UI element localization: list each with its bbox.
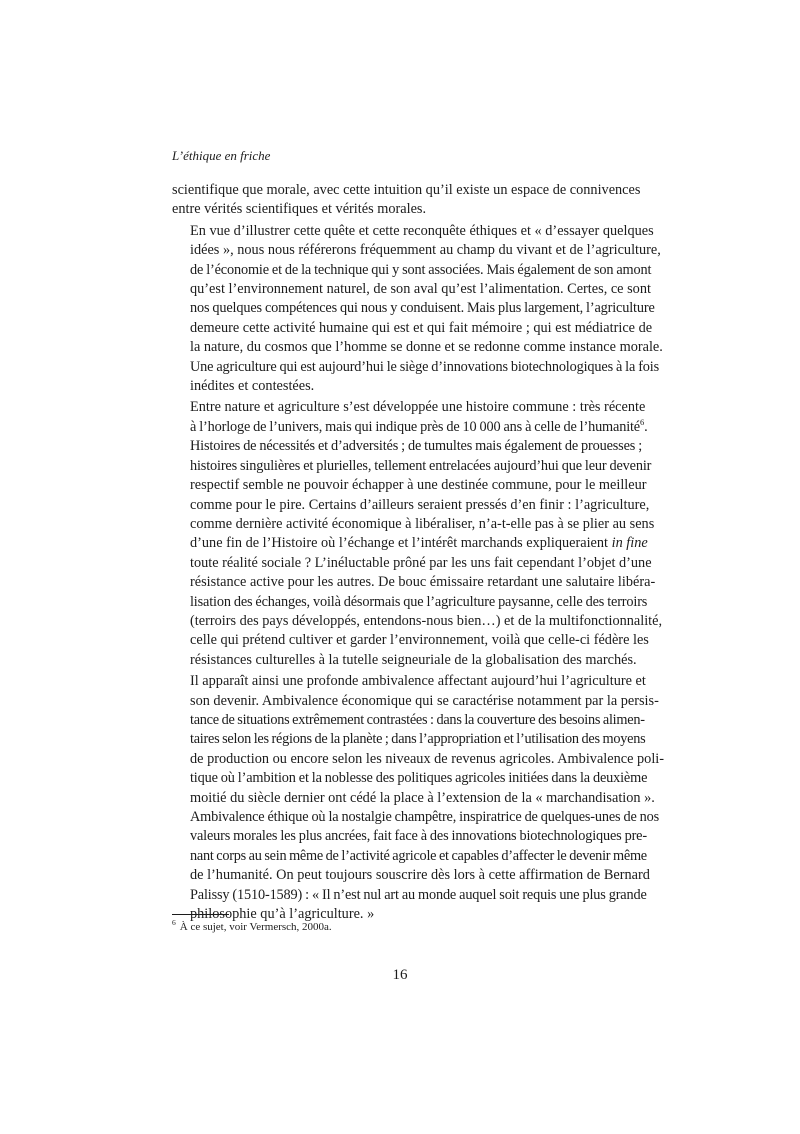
text-line: valeurs morales les plus ancrées, fait face à des innovations biotechnologiques pre- [190, 828, 647, 845]
text-line: Il apparaît ainsi une profonde ambivalence affectant aujourd’hui l’agriculture et [190, 673, 646, 690]
text-line: moitié du siècle dernier ont cédé la place à l’extension de la « marchandisation ». [190, 789, 655, 806]
footnote-reference[interactable]: 6 [640, 417, 645, 428]
paragraph-1 [172, 181, 641, 220]
text-line: tique où l’ambition et la noblesse des politiques agricoles initiées dans la deuxième [190, 770, 648, 787]
text-line: tance de situations extrêmement contrastées : dans la couverture des besoins alimen- [190, 711, 645, 728]
text-line: résistance active pour les autres. De bouc émissaire retardant une salutaire libéra- [190, 574, 656, 591]
text-line: nos quelques compétences qui nous y conduisent. Mais plus largement, l’agriculture [190, 300, 655, 317]
text-line: qu’est l’environnement naturel, de son aval qu’est l’alimentation. Certes, ce sont [190, 281, 651, 298]
text-run: d’une fin de l’Histoire où l’échange et l’intérêt marchands expliqueraient [190, 535, 609, 552]
page-number: 16 [392, 967, 408, 983]
text-line: lisation des échanges, voilà désormais que l’agriculture paysanne, celle des terroirs [190, 593, 648, 610]
text-line: taires selon les régions de la planète ; dans l’appropriation et l’utilisation des moyens [190, 731, 646, 748]
text-line: inédites et contestées. [190, 378, 315, 395]
text-line: scientifique que morale, avec cette intuition qu’il existe un espace de connivences [172, 182, 641, 198]
text-line: En vue d’illustrer cette quête et cette reconquête éthiques et « d’essayer quelques [190, 222, 654, 239]
text-line: histoires singulières et plurielles, tellement entrelacées aujourd’hui que leur devenir [190, 457, 652, 474]
text-line: celle qui prétend cultiver et garder l’environnement, voilà que celle-ci fédère les [190, 632, 649, 649]
paragraph-3 [172, 398, 663, 670]
text-line: de l’économie et de la technique qui y sont associées. Mais également de son amont [190, 261, 652, 278]
text-line: Entre nature et agriculture s’est développée une histoire commune : très récente [190, 399, 646, 416]
text-line [172, 534, 648, 553]
text-line: de l’humanité. On peut toujours souscrire dès lors à cette affirmation de Bernard [190, 867, 650, 884]
text-line: entre vérités scientifiques et vérités morales. [172, 201, 427, 218]
text-line: idées », nous nous référerons fréquemment au champ du vivant et de l’agriculture, [190, 242, 661, 259]
text-line: la nature, du cosmos que l’homme se donne et se redonne comme instance morale. [190, 339, 663, 356]
text-line: son devenir. Ambivalence économique qui se caractérise notamment par la persis- [190, 692, 659, 709]
text-line: comme pour le pire. Certains d’ailleurs seraient pressés d’en finir : l’agriculture, [190, 496, 650, 513]
text-run: . [644, 418, 648, 435]
text-line: Histoires de nécessités et d’adversités ; de tumultes mais également de prouesses ; [190, 438, 643, 455]
footnote-separator [172, 914, 229, 915]
paragraph-4 [172, 672, 665, 924]
footnote-number: 6 [172, 918, 176, 928]
text-line: (terroirs des pays développés, entendons-nous bien…) et de la multifonctionnalité, [190, 612, 663, 629]
text-line: Une agriculture qui est aujourd’hui le siège d’innovations biotechnologiques à la fois [190, 358, 660, 375]
italic-term: in fine [611, 535, 648, 552]
running-title: L’éthique en friche [172, 148, 271, 163]
text-line: Palissy (1510-1589) : « Il n’est nul art au monde auquel soit requis une plus grande [190, 886, 647, 903]
text-line: nant corps au sein même de l’activité agricole et capables d’affecter le devenir même [190, 847, 647, 864]
text-line: toute réalité sociale ? L’inéluctable prôné par les uns fait cependant l’objet d’une [190, 554, 652, 571]
text-line [172, 417, 648, 437]
text-line: demeure cette activité humaine qui est et qui fait mémoire ; qui est médiatrice de [190, 319, 653, 336]
text-line: comme dernière activité économique à libéraliser, n’a-t-elle pas à se plier au sens [190, 515, 655, 532]
text-line: résistances culturelles à la tutelle seigneuriale de la globalisation des marchés. [190, 651, 637, 668]
text-line: Ambivalence éthique où la nostalgie champêtre, inspiratrice de quelques-unes de nos [190, 809, 660, 825]
footnote [172, 920, 332, 934]
footnote-text: À ce sujet, voir Vermersch, 2000a. [179, 921, 332, 933]
text-line: respectif semble ne pouvoir échapper à une destinée commune, pour le meilleur [190, 477, 647, 494]
text-run: à l’horloge de l’univers, mais qui indique près de 10 000 ans à celle de l’humanité [190, 418, 640, 435]
text-line: de production ou encore selon les niveaux de revenus agricoles. Ambivalence poli- [190, 750, 665, 767]
paragraph-2 [172, 222, 663, 397]
body-text [172, 181, 665, 924]
text-line: philosophie qu’à l’agriculture. » [190, 906, 375, 923]
